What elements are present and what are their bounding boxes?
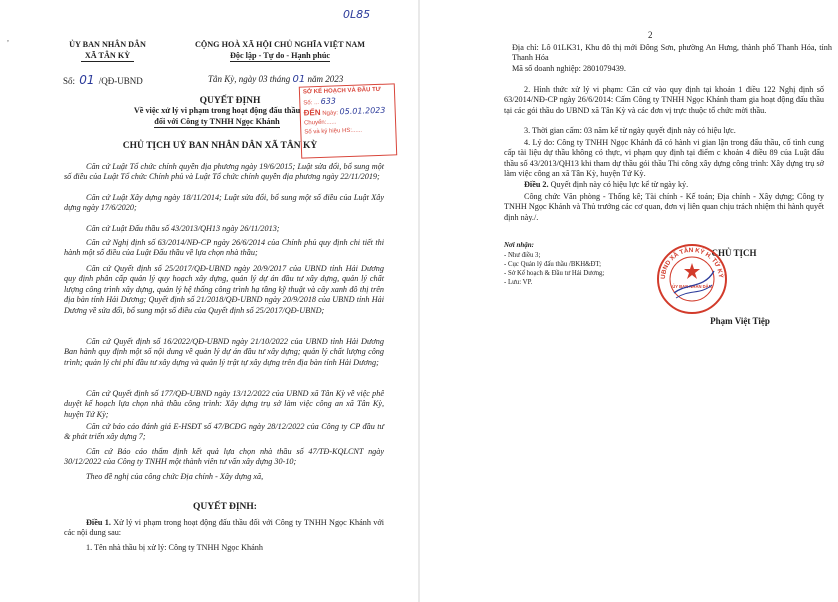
- document-subject: Về việc xử lý vi phạm trong hoạt động đấu thầu đối với Công ty TNHH Ngọc Khánh: [92, 106, 342, 128]
- basis-paragraph: Căn cứ Quyết định số 25/2017/QĐ-UBND ngày 20/9/2017 của UBND tỉnh Hải Dương quy định phân cấp quản lý quy hoạch xây dựng, quản lý dự án đầu tư xây dựng, quản lý chất lượng công trình xây dựng, quản lý hệ thống công trình hạ tầng kỹ thuật và cây xanh đô thị trên địa bàn tỉnh Hải Dương; Quyết định số 21/2018/QĐ-UBND ngày 20/9/2018 của UBND tỉnh Hải Dương về sửa đổi, bổ sung một số điều của Quyết định số 25/2017/QĐ-UBND;: [64, 264, 384, 315]
- basis-paragraph: Căn cứ Luật Đấu thầu số 43/2013/QH13 ngày 26/11/2013;: [86, 224, 280, 233]
- document-type: QUYẾT ĐỊNH: [199, 96, 261, 106]
- decision-heading: QUYẾT ĐỊNH:: [193, 502, 257, 512]
- national-motto: CỘNG HOÀ XÃ HỘI CHỦ NGHĨA VIỆT NAM Độc lập - Tự do - Hạnh phúc: [175, 40, 385, 62]
- recipient-item: - Như điều 3;: [504, 252, 541, 259]
- basis-paragraph: Căn cứ Quyết định số 16/2022/QĐ-UBND ngày 21/10/2022 của UBND tỉnh Hải Dương Ban hành quy định một số nội dung về quản lý dự án đầu tư xây dựng; quản lý chất lượng công trình; quản lý chi phí đầu tư xây dựng và quản lý trật tự xây dựng trên địa bàn tỉnh Hải Dương;: [64, 337, 384, 367]
- seal-ring-text: UBND XÃ TÂN KỲ H. TỨ KỲ: [659, 246, 725, 280]
- basis-paragraph: Căn cứ Nghị định số 63/2014/NĐ-CP ngày 26/6/2014 của Chính phủ quy định chi tiết thi hành một số điều của Luật Đấu thầu về lựa chọn nhà thầu;: [64, 238, 384, 258]
- document-page-1: [0, 0, 418, 602]
- official-seal-icon: [656, 243, 728, 315]
- recipients-title: Nơi nhận:: [504, 241, 535, 249]
- handwritten-note: 0L85: [343, 8, 371, 21]
- basis-paragraph: Căn cứ Quyết định số 177/QĐ-UBND ngày 13/12/2022 của UBND xã Tân Kỳ về việc phê duyệt kế hoạch lựa chọn nhà thầu công trình: Xây dựng trụ sở làm việc công an xã Tân Kỳ, huyện Tứ Kỳ;: [64, 389, 384, 419]
- document-number: Số: 01 /QĐ-UBND: [63, 73, 143, 87]
- document-page-2: [420, 0, 838, 602]
- basis-paragraph: Căn cứ Luật Xây dựng ngày 18/11/2014; Luật sửa đổi, bổ sung một số điều của Luật Xây dựng ngày 17/6/2020;: [64, 193, 384, 213]
- document-date: Tân Kỳ, ngày 03 tháng 01 năm 2023: [208, 74, 344, 85]
- article-2: Điều 2. Quyết định này có hiệu lực kể từ ngày ký.: [524, 180, 689, 189]
- basis-paragraph: Căn cứ báo cáo đánh giá E-HSĐT số 47/BCĐG ngày 28/12/2022 của Công ty CP đầu tư & phát triển xây dựng 7;: [64, 422, 384, 442]
- recipient-item: - Cục Quản lý đấu thầu /BKH&ĐT;: [504, 261, 602, 268]
- recipient-item: - Sở Kế hoạch & Đầu tư Hải Dương;: [504, 270, 605, 277]
- received-stamp: SỞ KẾ HOẠCH VÀ ĐẦU TƯ Số: ... 633 ĐẾN Ngày: 05.01.2023 Chuyển:...... Số và ký hiệu HS:......: [299, 83, 397, 158]
- basis-paragraph: Căn cứ Báo cáo thẩm định kết quả lựa chọn nhà thầu số 47/TĐ-KQLCNT ngày 30/12/2022 của Công ty TNHH một thành viên tư vấn xây dựng 30-10;: [64, 447, 384, 467]
- page-number: 2: [648, 30, 653, 40]
- recipient-item: - Lưu: VP.: [504, 279, 533, 286]
- seal-center-text: ỦY BAN NHÂN DÂN: [672, 284, 712, 289]
- article-1-item-2: 2. Hình thức xử lý vi phạm: Căn cứ vào quy định tại khoản 1 điều 122 Nghị định số 63/2014/NĐ-CP ngày 26/6/2014: Cấm Công ty TNHH Ngọc Khánh tham gia hoạt động đấu thầu tại các gói thầu do UBND xã Tân Kỳ và các đơn vị trực thuộc tổ chức mời thầu.: [504, 85, 824, 115]
- article-1-item-4: 4. Lý do: Công ty TNHH Ngọc Khánh đã có hành vi gian lận trong đấu thầu, cố tình cung cấp tài liệu dự thầu không có thực, vi phạm quy định tại điểm c khoản 4 điều 89 của Luật đấu thầu số 43/2013/QH13 khi tham dự thầu gói thầu Thi công xây dựng công trình: Xây dựng trụ sở làm việc công an xã Tân Kỳ, huyện Tứ Kỳ.: [504, 138, 824, 179]
- date-month-handwritten: 01: [292, 74, 306, 85]
- basis-paragraph: Căn cứ Luật Tổ chức chính quyền địa phương ngày 19/6/2015; Luật sửa đổi, bổ sung một số điều của Luật Tổ chức Chính phủ và Luật Tổ chức chính quyền địa phương ngày 22/11/2019;: [64, 162, 384, 182]
- signer-title: CHỦ TỊCH: [711, 248, 757, 258]
- document-number-handwritten: 01: [79, 73, 95, 87]
- closing-paragraph: Công chức Văn phòng - Thống kê; Tài chính - Kế toán; Địa chính - Xây dựng; Công ty TNHH Ngọc Khánh và Thủ trưởng các cơ quan, đơn vị liên quan chịu trách nhiệm thi hành quyết định này./.: [504, 192, 824, 222]
- margin-mark: ,: [7, 34, 9, 43]
- article-1-item-1: 1. Tên nhà thầu bị xử lý: Công ty TNHH Ngọc Khánh: [86, 543, 263, 552]
- recipients-list: [504, 251, 604, 287]
- seal-star-icon: [684, 263, 700, 279]
- signer-name: Phạm Việt Tiệp: [710, 316, 770, 326]
- article-1-item-3: 3. Thời gian cấm: 03 năm kể từ ngày quyết định này có hiệu lực.: [524, 126, 736, 135]
- issuing-authority: CHỦ TỊCH UỶ BAN NHÂN DÂN XÃ TÂN KỲ: [122, 141, 318, 151]
- tax-code: Mã số doanh nghiệp: 2801079439.: [512, 64, 626, 73]
- article-1: Điều 1. Xử lý vi phạm trong hoạt động đấu thầu đối với Công ty TNHH Ngọc Khánh với các nội dung sau:: [64, 518, 385, 538]
- issuing-agency: ỦY BAN NHÂN DÂN XÃ TÂN KỲ: [50, 40, 165, 62]
- contractor-address: Địa chỉ: Lô 01LK31, Khu đô thị mới Đông Sơn, phường An Hưng, thành phố Thanh Hóa, tỉnh Thanh Hóa: [512, 43, 832, 63]
- basis-paragraph: Theo đề nghị của công chức Địa chính - Xây dựng xã,: [86, 472, 264, 481]
